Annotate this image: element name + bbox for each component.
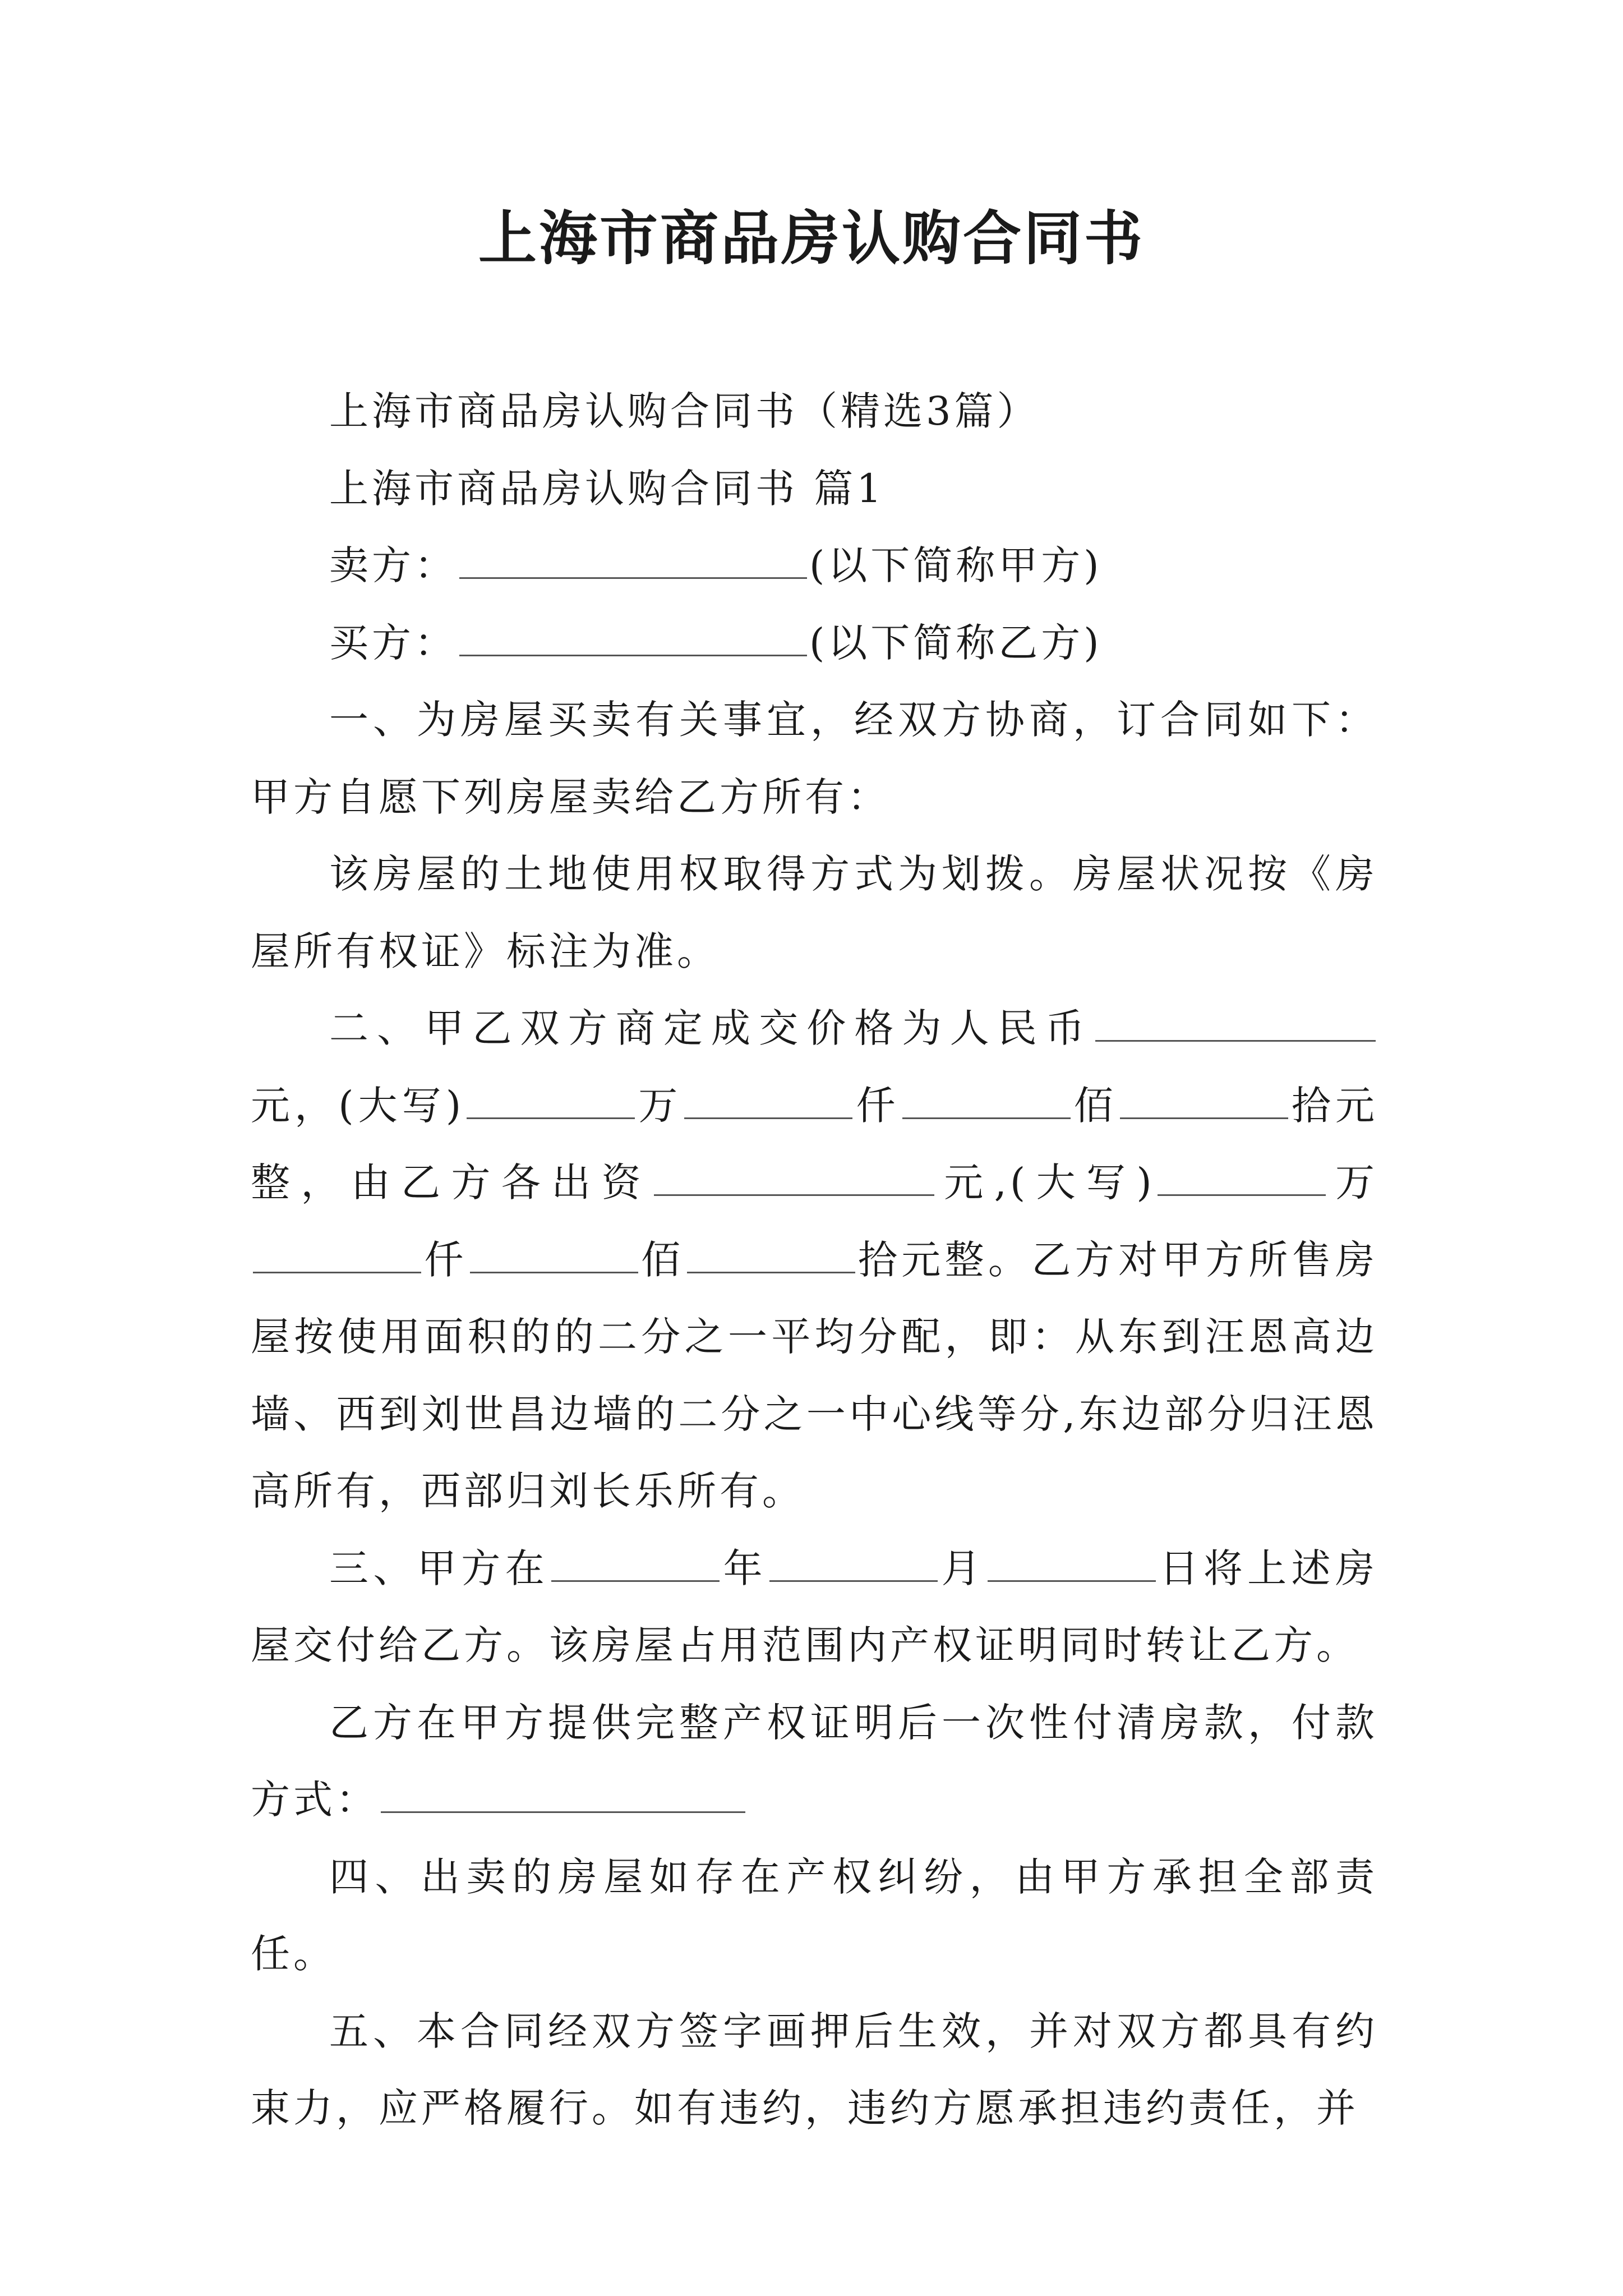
contribution-shi-blank [687, 1236, 855, 1273]
contribution-qian-blank [253, 1236, 421, 1273]
year-blank [551, 1545, 720, 1582]
price-bai-blank [902, 1082, 1071, 1119]
contribution-wan-blank [1158, 1159, 1326, 1196]
document-body [251, 373, 1378, 2147]
price-wan-blank [467, 1082, 635, 1119]
contribution-bai-blank [470, 1236, 638, 1273]
contribution-blank [654, 1159, 934, 1196]
paragraph-section-title: 上海市商品房认购合同书 篇1 [329, 465, 885, 512]
buyer-blank [459, 619, 807, 656]
paragraph-land-use: 该房屋的土地使用权取得方式为划拨。房屋状况按《房屋所有权证》标注为准。 [251, 851, 1378, 974]
price-shi-blank [1120, 1082, 1288, 1119]
paragraph-seller: 卖方： (以下简称甲方) [329, 542, 1103, 588]
paragraph-clause-1: 一、为房屋买卖有关事宜，经双方协商，订合同如下：甲方自愿下列房屋卖给乙方所有： [251, 697, 1378, 820]
paragraph-clause-3: 三、甲方在 年 月 日将上述房屋交付给乙方。该房屋占用范围内产权证明同时转让乙方。 [251, 1545, 1378, 1668]
price-blank [1095, 1005, 1376, 1042]
seller-blank [459, 542, 807, 579]
payment-method-blank [381, 1776, 745, 1813]
day-blank [988, 1545, 1156, 1582]
price-qian-blank [684, 1082, 852, 1119]
paragraph-buyer: 买方： (以下简称乙方) [329, 619, 1103, 666]
paragraph-payment: 乙方在甲方提供完整产权证明后一次性付清房款，付款方式： [251, 1699, 1378, 1823]
paragraph-clause-2: 二、甲乙双方商定成交价格为人民币元，(大写) 万 仟 佰 拾元整，由乙方各出资 元,(大写) 万仟 佰 拾元整。乙方对甲方所售房屋按使用面积的的二分之一平均分配，即：从东到汪恩高边墙、西到刘世昌边墙的二分之一中心线等分,东边部分归汪恩高所有，西部归刘长乐所有。 [251, 1005, 1378, 1514]
paragraph-clause-5: 五、本合同经双方签字画押后生效，并对双方都具有约束力，应严格履行。如有违约，违约方愿承担违约责任，并 [251, 2008, 1378, 2131]
month-blank [769, 1545, 938, 1582]
document-title: 上海市商品房认购合同书 [478, 204, 1145, 273]
paragraph-collection-title: 上海市商品房认购合同书（精选3篇） [329, 388, 1040, 434]
paragraph-clause-4: 四、出卖的房屋如存在产权纠纷，由甲方承担全部责任。 [251, 1853, 1378, 1977]
